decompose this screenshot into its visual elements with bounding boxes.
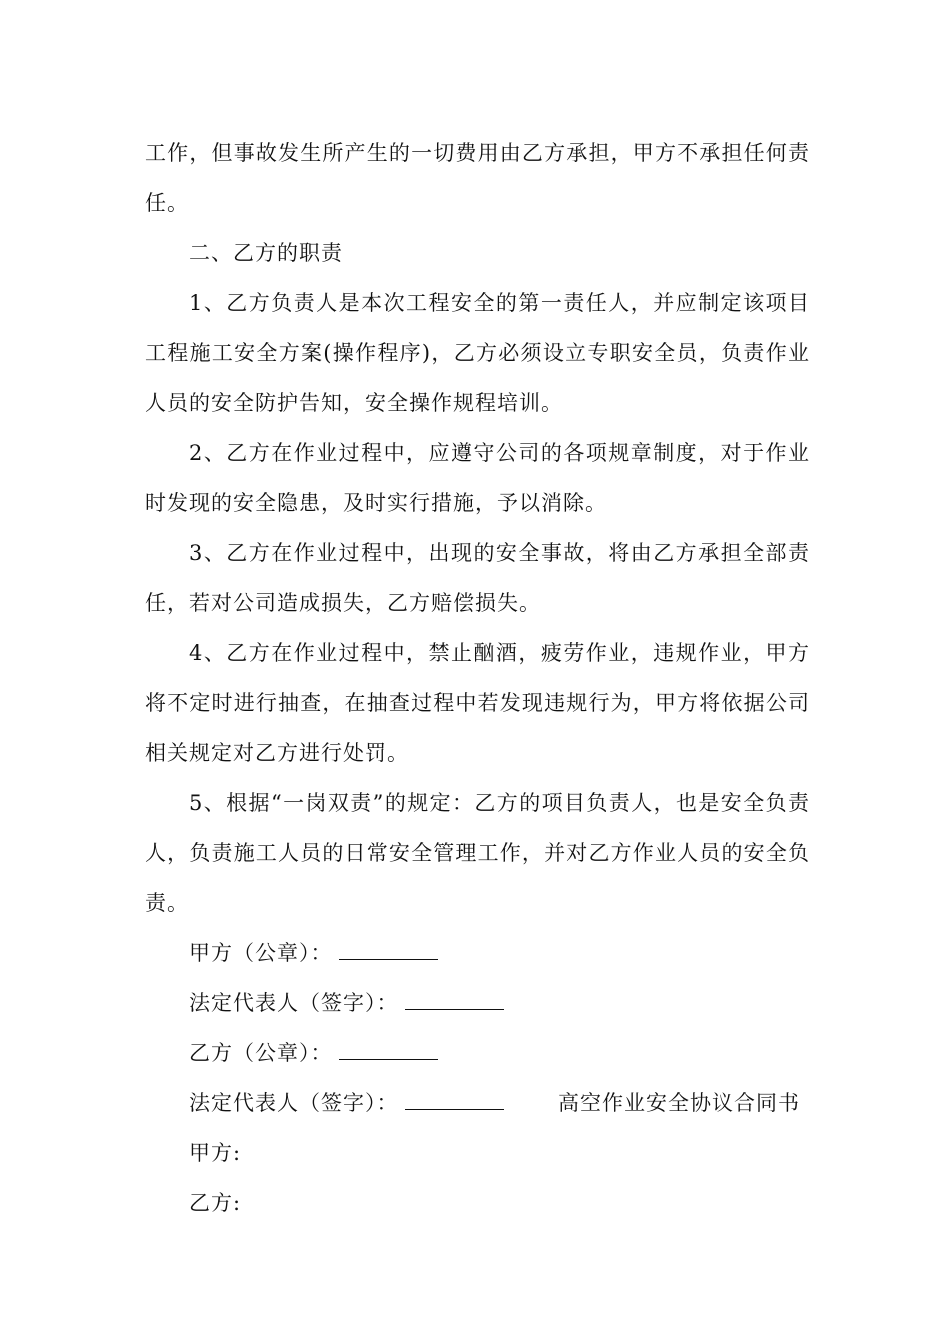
next-party-a-line <box>145 1128 810 1178</box>
party-b-seal-label: 乙方（公章）： <box>189 1041 333 1065</box>
party-b-rep-label: 法定代表人（签字）： <box>189 1091 399 1115</box>
party-b-rep-line <box>145 1078 810 1128</box>
party-b-rep-blank <box>405 1091 504 1110</box>
clause-4: 4、乙方在作业过程中，禁止酗酒，疲劳作业，违规作业，甲方将不定时进行抽查，在抽查过程中若发现违规行为，甲方将依据公司相关规定对乙方进行处罚。 <box>145 641 810 765</box>
next-document-title: 高空作业安全协议合同书 <box>558 1091 800 1115</box>
section-heading-party-b-duties: 二、乙方的职责 <box>189 241 343 265</box>
clause-3: 3、乙方在作业过程中，出现的安全事故，将由乙方承担全部责任，若对公司造成损失，乙方赔偿损失。 <box>145 541 810 615</box>
party-a-seal-line <box>145 928 810 978</box>
party-b-seal-blank <box>339 1041 438 1060</box>
clause-2: 2、乙方在作业过程中，应遵守公司的各项规章制度，对于作业时发现的安全隐患，及时实行措施，予以消除。 <box>145 441 810 515</box>
next-party-b-label: 乙方: <box>189 1191 242 1215</box>
clause-5: 5、根据“一岗双责”的规定：乙方的项目负责人，也是安全负责人，负责施工人员的日常安全管理工作，并对乙方作业人员的安全负责。 <box>145 791 810 915</box>
party-a-rep-blank <box>405 991 504 1010</box>
party-b-seal-line <box>145 1028 810 1078</box>
next-party-b-line <box>145 1178 810 1228</box>
clause-1: 1、乙方负责人是本次工程安全的第一责任人，并应制定该项目工程施工安全方案(操作程序)，乙方必须设立专职安全员，负责作业人员的安全防护告知，安全操作规程培训。 <box>145 291 810 415</box>
party-a-seal-label: 甲方（公章）： <box>189 941 333 965</box>
party-a-seal-blank <box>339 941 438 960</box>
party-a-rep-label: 法定代表人（签字）： <box>189 991 399 1015</box>
party-a-rep-line <box>145 978 810 1028</box>
paragraph-responsibility-end: 工作，但事故发生所产生的一切费用由乙方承担，甲方不承担任何责任。 <box>145 141 810 215</box>
document-body <box>145 128 810 1228</box>
next-party-a-label: 甲方: <box>189 1141 242 1165</box>
